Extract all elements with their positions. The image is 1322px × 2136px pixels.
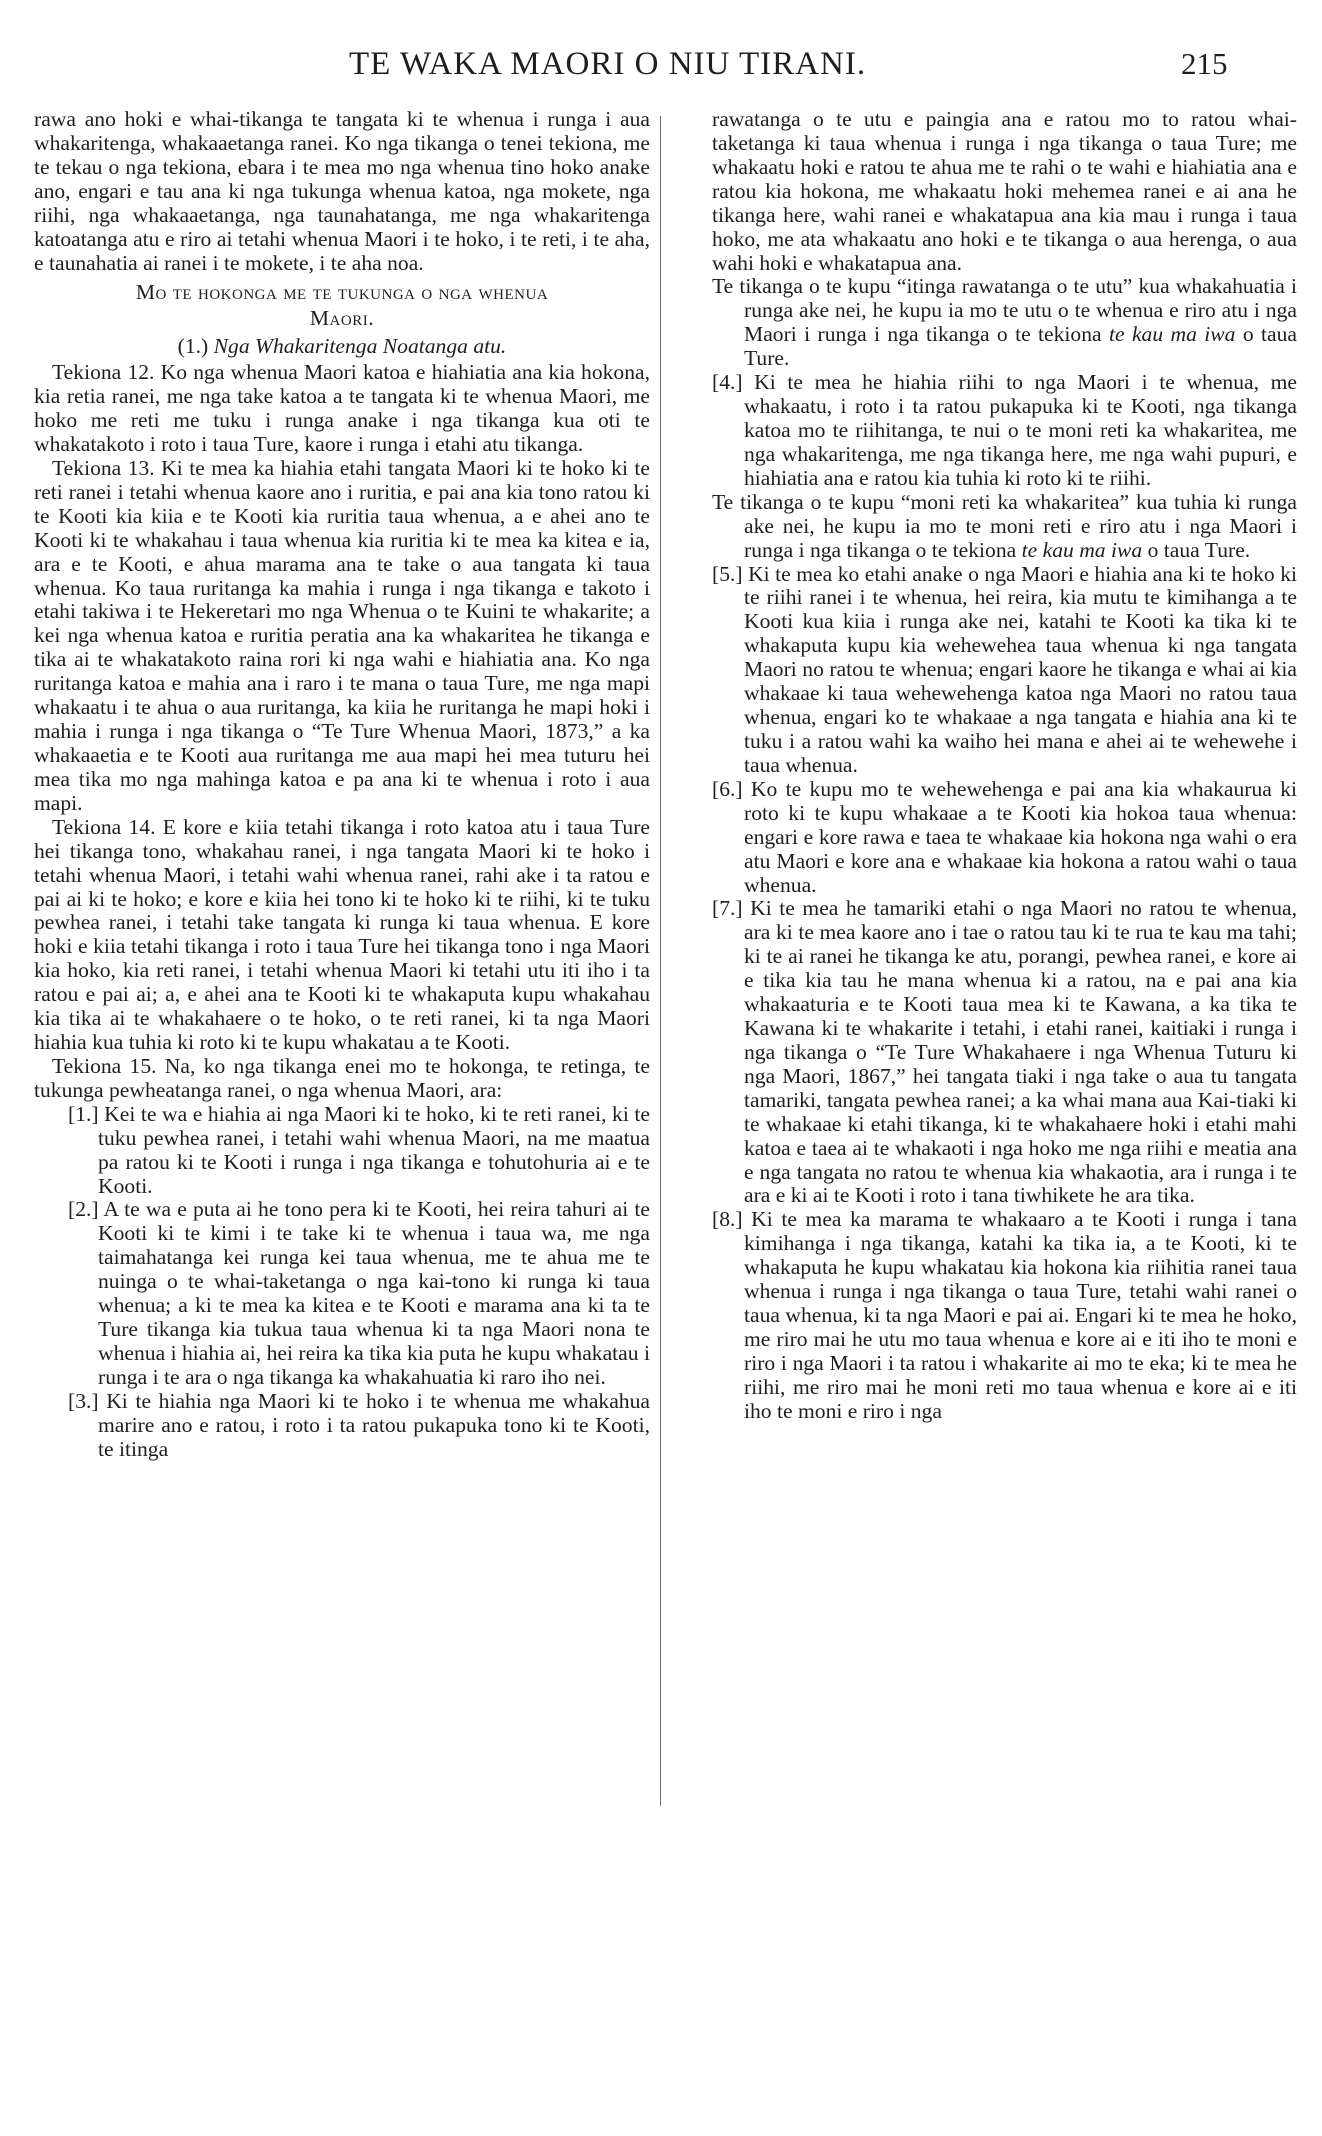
column-divider [660, 116, 661, 1806]
definition-text: Te tikanga o te kupu “itinga rawatanga o te utu” kua whakahuatia i runga ake nei, he kupu ia mo te utu o te whenua e riro atu i nga Maori i runga i nga tikanga o te tekiona [712, 274, 1297, 347]
item-4: [4.] Ki te mea he hiahia riihi to nga Maori i te whenua, me whakaatu, i roto i ta ratou pukapuka ki te Kooti, nga tikanga katoa mo te riihitanga, te nui o te moni reti ka whakaritea, me nga whakaritenga, me nga tikanga here, me nga wahi pupuri, e hiahiatia ana e ratou kia tuhia ki roto ki te riihi. [712, 370, 1297, 490]
right-column [712, 108, 1297, 2098]
definition-text-2: Te tikanga o te kupu “moni reti ka whakaritea” kua tuhia ki runga ake nei, he kupu ia mo te moni reti e riro atu i nga Maori i runga i nga tikanga o te tekiona [712, 489, 1297, 562]
section-12: Tekiona 12. Ko nga whenua Maori katoa e hiahiatia ana kia hokona, kia retia ranei, me nga take katoa a te tangata ki te whenua Maori, me hoko me reti me tuku i runga anake i nga tikanga kua oti te whakatakoto i roto i taua Ture, kaore i runga i etahi atu tikanga. [34, 360, 650, 456]
subheading-number: (1.) [177, 334, 209, 359]
page-number: 215 [1181, 46, 1228, 81]
definition-tail-2: o taua Ture. [1142, 537, 1251, 562]
section-heading-cont: Maori. [309, 306, 375, 331]
item-6: [6.] Ko te kupu mo te wehewehenga e pai ana kia whakaurua ki roto ki te kupu whakaae a te Kooti kia hokoa taua whenua: engari e kore rawa e taea te whakaae kia hokona nga wahi o era atu Maori e kore ana e whakaae kia hokona a ratou wahi o taua whenua. [712, 776, 1297, 897]
section-15: Tekiona 15. Na, ko nga tikanga enei mo te hokonga, te retinga, te tukunga pewheatanga ranei, o nga whenua Maori, ara: [34, 1053, 650, 1102]
continued-paragraph-right: rawatanga o te utu e paingia ana e ratou mo to ratou whai-taketanga ki taua whenua i runga i nga tikanga o taua Ture; me whakaatu hoki e ratou te ahua me te rahi o te wahi e hiahiatia ana e ratou kia hokona, me whakaatu hoki mehemea ranei e ai ana he tikanga here, wahi ranei e whakatapua ana kia mau i runga i taua hoko, me ata whakaatu ano hoki e te tikanga o aua herenga, o aua wahi hoki e whakatapua ana. [712, 108, 1297, 275]
page-header [0, 44, 1322, 84]
subheading [34, 335, 650, 359]
item-2: [2.] A te wa e puta ai he tono pera ki te Kooti, hei reira tahuri ai te Kooti ki te kimi i te take ki te whenua i taua wa, me nga taimahatanga kei runga kei taua whenua, me te ahua me te nuinga o te whai-taketanga o nga kai-tono ki runga ki taua whenua; a ki te mea ka kitea e te Kooti e marama ana ki ta te Ture tikanga kia tukua taua whenua ki ta nga Maori nona te whenua i hiahia ai, hei reira ka tika kia puta he kupu whakatau i runga i te ara o nga tikanga ka whakahuatia ki raro iho nei. [68, 1197, 650, 1389]
continued-paragraph: rawa ano hoki e whai-tikanga te tangata ki te whenua i runga i aua whakaritenga, whakaaetanga ranei. Ko nga tikanga o tenei tekiona, me te tekau o nga tekiona, ebara i te mea mo nga whenua tino hoko anake ano, engari e tau ana ki nga tukunga whenua katoa, nga mokete, nga riihi, nga whakaaetanga, nga taunahatanga, me nga whakaritenga katoatanga atu e riro ai tetahi whenua Maori i te hoko, i te reti, i te aha, e taunahatia ai ranei i te mokete, i te aha noa. [34, 108, 650, 275]
section-14: Tekiona 14. E kore e kiia tetahi tikanga i roto katoa atu i taua Ture hei tikanga tono, whakahau ranei, i nga tangata Maori ki te hoko i tetahi whenua Maori, i tetahi wahi whenua ranei, rahi ake i ta ratou e pai ai ki te hoko; e kore e kiia hei tono ki te hoko ki te riihi, ki te tuku pewhea ranei, i tetahi take tangata ki runga ki taua whenua. E kore hoki e kiia tetahi tikanga i roto i taua Ture hei tikanga tono i nga Maori kia hoko, kia reti ranei, i tetahi whenua Maori ki tetahi utu iti iho i ta ratou e pai ai; a, e ahei ana te Kooti ki te whakaputa kupu whakahau kia tika ai te whakahaere o te hoko, o te reti ranei, ki ta nga Maori hiahia kua tuhia ki roto ki te kupu whakatau a te Kooti. [34, 814, 650, 1055]
item-8: [8.] Ki te mea ka marama te whakaaro a te Kooti i runga i tana kimihanga i nga tikanga, katahi ka tika ia, a te Kooti, ki te whakaputa he kupu whakatau kia hokona kia riihitia ranei taua whenua i runga i nga tikanga o taua Ture, tetahi wahi ranei o taua whenua, ki ta nga Maori e pai ai. Engari ki te mea he hoko, me riro mai he utu mo taua whenua e kore ai e iti iho te moni e riro i nga Maori i ta ratou i whakarite ai mo te eka; ki te mea he riihi, me riro mai he moni reti mo taua whenua e kore ai e iti iho te moni e riro i nga [712, 1207, 1297, 1423]
item-5: [5.] Ki te mea ko etahi anake o nga Maori e hiahia ana ki te hoko ki te riihi ranei i te whenua, hei reira, kia mutu te kimihanga a te Kooti kua kiia i runga ake nei, katahi te Kooti ka tika ki te whakaputa kupu kia wehewehea taua whenua ki nga tangata Maori no ratou te whenua; engari kaore he tikanga e whai ai kia whakaae ki taua wehewehenga katoa nga Maori no ratou taua whenua, engari ko te whakaae a nga tangata e hiahia ana ki te tuku i a ratou wahi ka waiho hei mana e ahei ai te wehewehe i taua whenua. [712, 561, 1297, 777]
section-heading: Mo te hokonga me te tukunga o nga whenua [135, 280, 549, 305]
subheading-title: Nga Whakaritenga Noatanga atu. [213, 334, 507, 359]
definition-itinga [712, 275, 1297, 371]
left-column [34, 108, 650, 2098]
definition-italic: te kau ma iwa [1109, 322, 1236, 347]
running-title: TE WAKA MAORI O NIU TIRANI. [349, 46, 867, 82]
section-13: Tekiona 13. Ki te mea ka hiahia etahi tangata Maori ki te hoko ki te reti ranei i tetahi whenua kaore ano i ruritia, e pai ana kia tono ratou ki te Kooti kia kiia e te Kooti kia ruritia taua whenua, a e ahei ano te Kooti ki te whakahau i taua whenua kia ruritia ki te mea ka kitea e ia, ara e te Kooti, e ahua marama ana te take o aua tangata ki taua whenua. Ko taua ruritanga ka mahia i runga i nga tikanga e takoto i etahi takiwa i te Hekeretari mo nga Whenua o te Kuini te whakarite; a kei nga whenua katoa e ruritia peratia ana ka whakaritea he tikanga e tika ai te whakatakoto raina rori ki nga wahi e hiahiatia ana. Ko nga ruritanga katoa e mahia ana i raro i te mana o taua Ture, me nga mapi whakaatu i te ahua o aua ruritanga, ka kiia he ruritanga he mapi hoki i mahia i runga i nga tikanga o “Te Ture Whenua Maori, 1873,” a ka whakaaetia e te Kooti aua ruritanga me aua mapi hei mea tuturu hei mea tika mo nga mahinga katoa e pa ana ki te whenua i roto i aua mapi. [34, 455, 650, 815]
item-7: [7.] Ki te mea he tamariki etahi o nga Maori no ratou te whenua, ara ki te mea kaore ano i tae o ratou tau ki te rua te kau ma tahi; ki te ai ranei he tikanga ke atu, porangi, pewhea ranei, e kore ai e tika kia tau he mana whenua ki a ratou, na e pai ana kia whakaaturia e te Kooti taua mea ki te Kawana, a ka tika te Kawana ki te whakarite i tetahi, i etahi ranei, kaitiaki i runga i nga tikanga o “Te Ture Whakahaere i nga Whenua Tuturu ki nga Maori, 1867,” hei tangata tiaki i nga take o aua tu tangata tamariki, tangata pewhea ranei; a ka whai mana aua Kai-tiaki ki te whakaae ki etahi tikanga, ki te whakahaere hoki i etahi mahi katoa e taea ai te whakaoti i nga hoko me nga riihi e meatia ana e nga tangata no ratou te whenua kia whakaotia, ara i runga i te ara e ki ai te Kooti i roto i tana tiwhikete he ara tika. [712, 896, 1297, 1208]
item-1: [1.] Kei te wa e hiahia ai nga Maori ki te hoko, ki te reti ranei, ki te tuku pewhea ranei, i tetahi wahi whenua Maori, na me maatua pa ratou ki te Kooti i runga i nga tikanga e tohutohuria ai e te Kooti. [68, 1101, 650, 1198]
definition-tail: o taua Ture. [744, 322, 1297, 371]
item-3: [3.] Ki te hiahia nga Maori ki te hoko i te whenua me whakahua marire ano e ratou, i roto i ta ratou pukapuka tono ki te Kooti, te itinga [68, 1388, 650, 1461]
definition-moni-reti [712, 491, 1297, 563]
definition-italic-2: te kau ma iwa [1021, 537, 1143, 562]
